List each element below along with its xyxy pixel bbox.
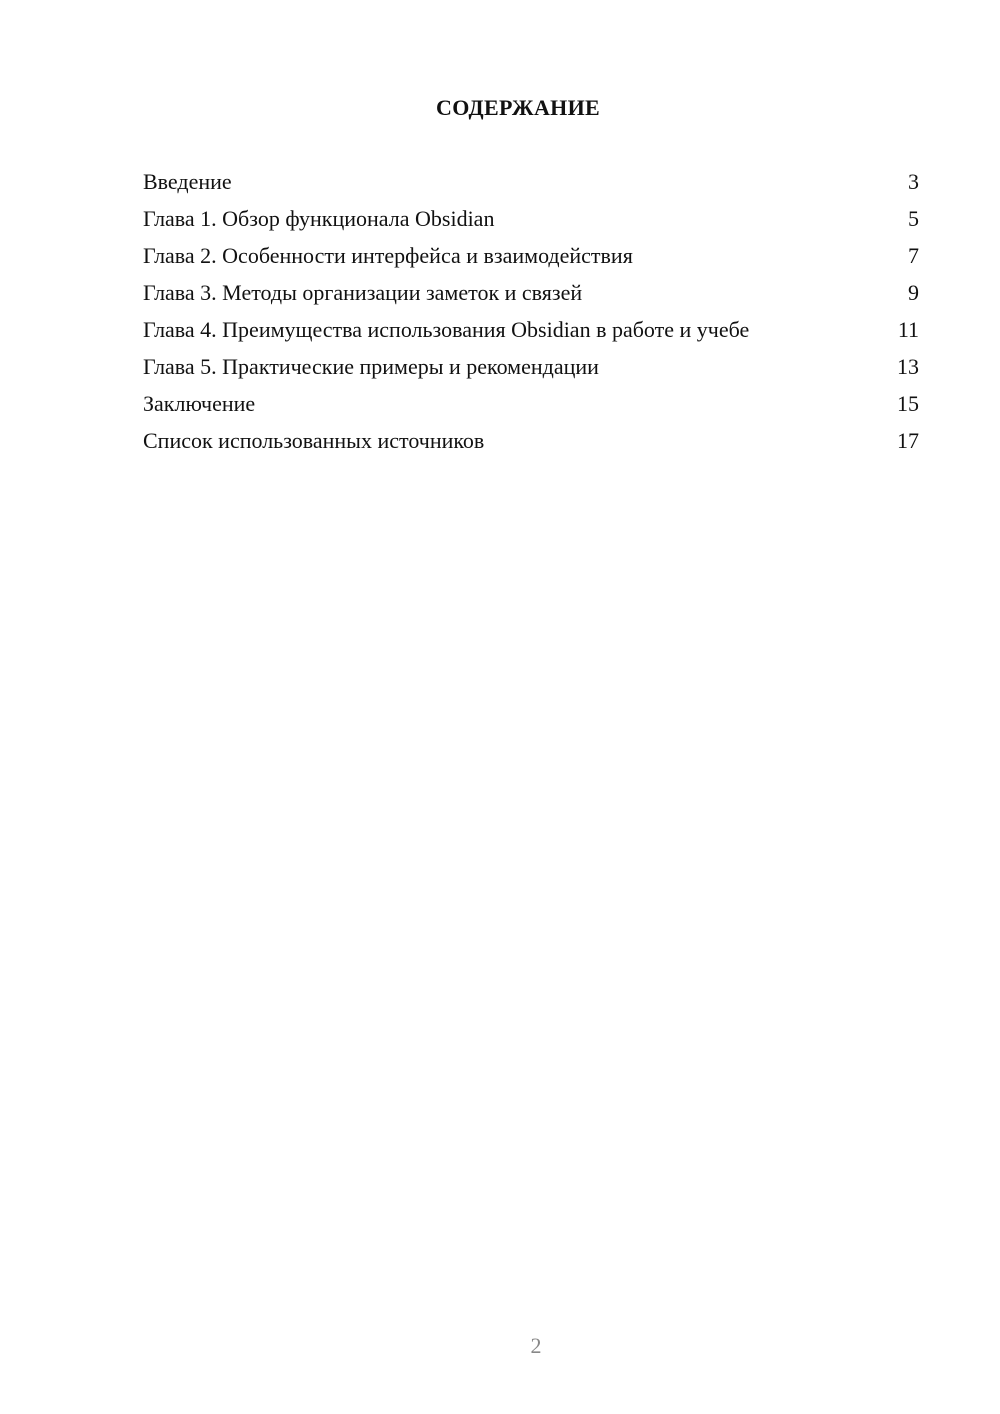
toc-entry-title: Заключение — [143, 391, 256, 416]
toc-entry — [143, 168, 919, 195]
toc-entry-page: 3 — [908, 169, 919, 194]
toc-entry-page: 7 — [908, 243, 919, 268]
toc-entry — [143, 427, 919, 454]
toc-entry — [143, 316, 919, 343]
toc-entry-title: Список использованных источников — [143, 428, 485, 453]
toc-entry — [143, 242, 919, 269]
toc-entry — [143, 353, 919, 380]
table-of-contents — [143, 168, 919, 464]
toc-entry-title: Глава 5. Практические примеры и рекомендации — [143, 354, 599, 379]
toc-entry-title: Глава 4. Преимущества использования Obsidian в работе и учебе — [143, 317, 750, 342]
page-title — [0, 95, 1000, 121]
toc-entry-page: 11 — [897, 317, 919, 342]
toc-entry-page: 13 — [897, 354, 919, 379]
toc-entry — [143, 205, 919, 232]
toc-entry-page: 15 — [897, 391, 919, 416]
toc-entry-page: 17 — [897, 428, 919, 453]
toc-entry-title: Глава 3. Методы организации заметок и связей — [143, 280, 583, 305]
page-title-text: СОДЕРЖАНИЕ — [436, 95, 600, 120]
page-number: 2 — [530, 1333, 542, 1358]
toc-entry-title: Глава 2. Особенности интерфейса и взаимодействия — [143, 243, 633, 268]
toc-entry-page: 9 — [908, 280, 919, 305]
toc-entry-page: 5 — [908, 206, 919, 231]
toc-entry — [143, 390, 919, 417]
toc-entry — [143, 279, 919, 306]
toc-entry-title: Введение — [143, 169, 232, 194]
toc-entry-title: Глава 1. Обзор функционала Obsidian — [143, 206, 495, 231]
